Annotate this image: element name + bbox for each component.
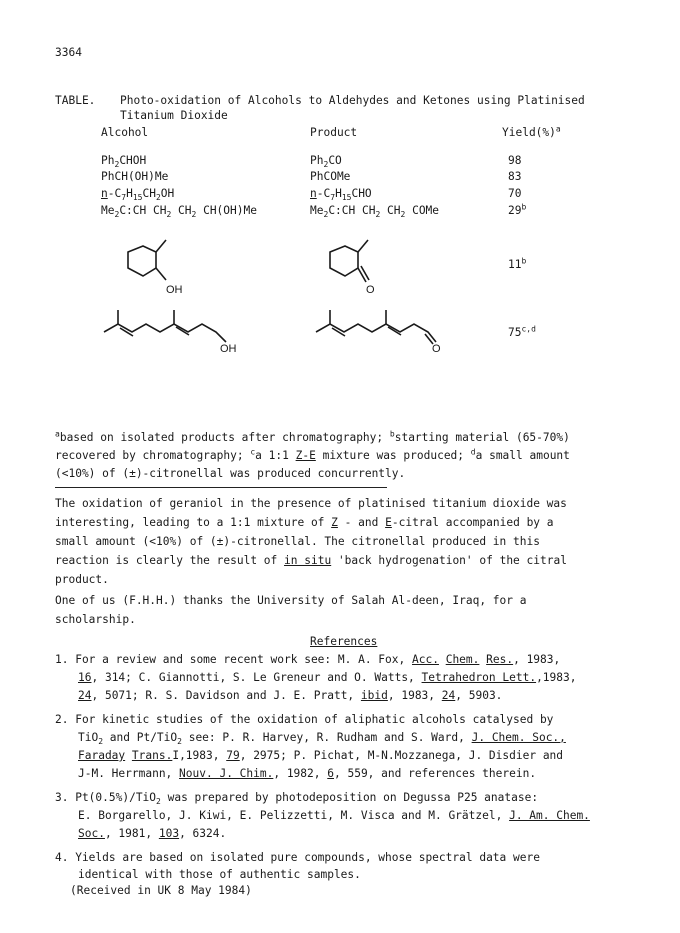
row1-alcohol: $Ph_2CHOH$ xyxy=(101,154,147,170)
table-title-line1: Photo-oxidation of Alcohols to Aldehydes and Ketones using Platinised xyxy=(120,94,585,107)
ref2-line3: Faraday Trans.I,1983, 79, 2975; P. Pichat, M-N.Mozzanega, J. Disdier and xyxy=(78,749,564,762)
footnote-line3: (<10%) of (±)-citronellal was produced concurrently. xyxy=(55,467,406,480)
body-p1-line3: small amount (<10%) of (±)-citronellal. The citronellal produced in this xyxy=(55,535,540,548)
row4-alcohol: $Me_2C:CH$ $CH_2$ $CH_2$ CH(OH)Me xyxy=(101,204,257,220)
struct-row1-yield: 11$^b$ xyxy=(508,256,527,271)
body-p2-line1: One of us (F.H.H.) thanks the University of Salah Al-deen, Iraq, for a xyxy=(55,594,527,607)
page-number: 3364 xyxy=(55,46,82,59)
struct-row2-yield: 75$^{c,d}$ xyxy=(508,324,536,339)
ref3-line3: Soc., 1981, 103, 6324. xyxy=(78,827,227,840)
row3-product: $n-C_7H_{15}CHO$ xyxy=(310,187,372,203)
received-date: (Received in UK 8 May 1984) xyxy=(70,884,252,897)
table-title-line2: Titanium Dioxide xyxy=(120,109,228,122)
ref3-line1: 3. Pt(0.5%)/TiO$_2$ was prepared by photodeposition on Degussa P25 anatase: xyxy=(55,791,539,807)
row2-product: PhCOMe xyxy=(310,170,351,183)
col-header-product: Product xyxy=(310,126,358,139)
struct-methylcyclohexanol xyxy=(108,238,198,296)
footnote-rule xyxy=(55,487,387,488)
table-label: TABLE. xyxy=(55,94,96,107)
row4-product: $Me_2C:CH$ $CH_2$ $CH_2$ COMe xyxy=(310,204,440,220)
struct-geraniol xyxy=(100,302,250,354)
ref4-line1: 4. Yields are based on isolated pure compounds, whose spectral data were xyxy=(55,851,540,864)
ref1-line3: 24, 5071; R. S. Davidson and J. E. Pratt, ibid, 1983, 24, 5903. xyxy=(78,689,503,702)
footnote-line1: $^a$based on isolated products after chromatography; $^b$starting material (65-70%) xyxy=(55,429,570,444)
struct-citral-o: O xyxy=(432,343,441,354)
ref2-line1: 2. For kinetic studies of the oxidation of aliphatic alcohols catalysed by xyxy=(55,713,554,726)
ref2-line4: J-M. Herrmann, Nouv. J. Chim., 1982, 6, 559, and references therein. xyxy=(78,767,537,780)
col-header-yield: Yield(%)$^a$ xyxy=(502,124,561,139)
row1-product: $Ph_2CO$ xyxy=(310,154,342,170)
body-p1-line1: The oxidation of geraniol in the presence of platinised titanium dioxide was xyxy=(55,497,567,510)
ref3-line2: E. Borgarello, J. Kiwi, E. Pelizzetti, M. Visca and M. Grätzel, J. Am. Chem. xyxy=(78,809,590,822)
row2-alcohol: PhCH(OH)Me xyxy=(101,170,169,183)
footnote-line2: recovered by chromatography; $^c$a 1:1 Z-E mixture was produced; $^d$a small amount xyxy=(55,447,570,462)
body-p1-line4: reaction is clearly the result of in situ 'back hydrogenation' of the citral xyxy=(55,554,567,567)
struct-oh-label: OH xyxy=(166,284,183,296)
row4-yield: 29$^b$ xyxy=(508,202,527,217)
row3-alcohol: $n-C_7H_{15}CH_2OH$ xyxy=(101,187,175,203)
struct-citral xyxy=(312,302,462,354)
body-p1-line2: interesting, leading to a 1:1 mixture of Z - and E-citral accompanied by a xyxy=(55,516,554,529)
ref1-line2: 16, 314; C. Giannotti, S. Le Greneur and O. Watts, Tetrahedron Lett.,1983, xyxy=(78,671,577,684)
row1-yield: 98 xyxy=(508,154,522,167)
struct-o-label: O xyxy=(366,284,375,296)
ref2-line2: TiO$_2$ and Pt/TiO$_2$ see: P. R. Harvey, R. Rudham and S. Ward, J. Chem. Soc., xyxy=(78,731,566,747)
col-header-alcohol: Alcohol xyxy=(101,126,149,139)
row2-yield: 83 xyxy=(508,170,522,183)
references-heading: References xyxy=(310,635,378,648)
ref4-line2: identical with those of authentic samples. xyxy=(78,868,361,881)
struct-methylcyclohexanone xyxy=(310,238,400,296)
ref1-line1: 1. For a review and some recent work see: M. A. Fox, Acc. Chem. Res., 1983, xyxy=(55,653,561,666)
body-p1-line5: product. xyxy=(55,573,109,586)
row3-yield: 70 xyxy=(508,187,522,200)
struct-geraniol-oh: OH xyxy=(220,343,237,354)
body-p2-line2: scholarship. xyxy=(55,613,136,626)
